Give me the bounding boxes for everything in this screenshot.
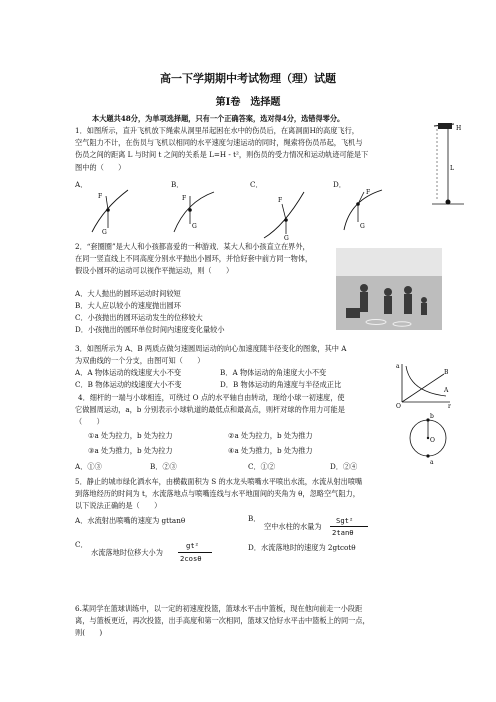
q3-option-a: A．A 物体运动的线速度大小不变	[75, 368, 182, 377]
q6-line: 则( )	[75, 628, 103, 637]
q1-line: 图中的（ ）	[75, 163, 126, 172]
q6-line: 离，与篮板更近，再次投篮，出手高度和第一次相同，篮球又恰好水平击中篮板上的同一点，	[75, 616, 370, 625]
q5-line: 5．静止的城市绿化洒水车，由横截面积为 S 的水龙头喷嘴水平喷出水流，水流从射出喷嘴	[75, 477, 363, 486]
q5-option-c-denominator: 2cosθ	[180, 554, 202, 563]
q4-case-3: ③a 处为推力，b 处为拉力	[88, 446, 173, 455]
q3-line: 为双曲线的一个分支，由图可知（ ）	[75, 356, 205, 365]
q6-line: 6.某同学在篮球训练中，以一定的初速度投篮，篮球水平击中篮板，现在他向前走一小段距	[75, 604, 363, 613]
q2-option-b: B．大人应以较小的速度抛出圆环	[75, 301, 181, 310]
graph-label-r: r	[448, 403, 451, 410]
q4-case-4: ④a 处为推力，b 处为推力	[228, 446, 313, 455]
q5-line: 以下说法正确的是（ ）	[75, 501, 162, 510]
q1-line: 空气阻力不计，在伤员与飞机以相同的水平速度匀速运动的同时，绳索将伤员吊起，飞机与	[75, 138, 363, 147]
q5-option-b-text: 空中水柱的水量为	[264, 522, 322, 531]
q5-option-c-label: C．	[75, 540, 88, 549]
q2-option-c: C．小孩抛出的圆环运动发生的位移较大	[75, 313, 203, 322]
fig-label-g: G	[360, 223, 365, 230]
q5-line: 到落地经历的时间为 t，水流落地点与喷嘴连线与水平地面间的夹角为 θ，忽略空气阻力，	[75, 489, 360, 498]
q3-option-c: C．B 物体运动的线速度大小不变	[75, 380, 182, 389]
q2-line: 在同一竖直线上不同高度分别水平抛出小圆环，并恰好套中前方同一物体，	[75, 254, 313, 263]
fig-label-o: O	[430, 437, 435, 444]
fig-label-g: G	[192, 223, 197, 230]
fig-label-l: L	[450, 165, 454, 172]
q5-option-b-denominator: 2tanθ	[332, 528, 354, 537]
q2-line: 2．“套圈圈”是大人和小孩都喜爱的一种游戏．某大人和小孩直立在界外，	[75, 242, 310, 251]
q5-option-c-text: 水流落地时位移大小为	[91, 548, 163, 557]
q1-option-c: C．	[250, 180, 263, 189]
q1-option-b: B．	[171, 180, 184, 189]
q4-case-1: ①a 处为拉力，b 处为拉力	[88, 431, 173, 440]
graph-label-B: B	[444, 369, 449, 376]
q1-option-c-figure	[258, 188, 308, 240]
fig-label-f: F	[98, 193, 103, 200]
q1-option-d: D．	[333, 180, 346, 189]
fig-label-f: F	[278, 197, 283, 204]
graph-label-O: O	[396, 403, 401, 410]
q5-option-b-label: B．	[248, 514, 261, 523]
fig-label-f: F	[366, 189, 371, 196]
q4-option-d: D．②④	[330, 462, 358, 471]
q4-line: 它做圆周运动，a，b 分别表示小球轨道的最低点和最高点，则杆对球的作用力可能是	[75, 405, 345, 414]
q1-option-b-figure	[168, 188, 218, 234]
section-heading: 第Ⅰ卷 选择题	[215, 97, 281, 108]
fig-label-a: a	[430, 459, 434, 466]
q3-option-b: B．A 物体运动的角速度大小不变	[220, 368, 327, 377]
q1-option-a-figure	[84, 188, 134, 234]
q5-option-c-numerator: gt²	[186, 541, 199, 550]
rod-circle-figure	[408, 402, 448, 472]
helicopter-figure	[428, 120, 468, 210]
fig-label-h: H	[456, 125, 462, 132]
fraction-bar	[178, 552, 212, 553]
graph-label-A: A	[444, 387, 449, 394]
fig-label-g: G	[284, 235, 289, 242]
q1-option-a: A．	[75, 180, 88, 189]
q2-line: 假设小圆环的运动可以视作平抛运动，则（ ）	[75, 266, 234, 275]
page-title: 高一下学期期中考试物理（理）试题	[160, 72, 336, 85]
q5-option-b-numerator: Sgt²	[336, 516, 354, 525]
fraction-bar	[330, 526, 368, 527]
q4-option-b: B．②③	[150, 462, 177, 471]
q3-option-d: D．B 物体运动的角速度与半径成正比	[220, 380, 342, 389]
graph-label-a: a	[396, 363, 400, 370]
ring-toss-photo	[336, 248, 442, 330]
fig-label-g: G	[102, 229, 107, 236]
q4-line: （ ）	[75, 417, 104, 426]
q4-option-a: A．①③	[75, 462, 102, 471]
q5-option-d: D．水流落地时的速度为 2gtcotθ	[248, 543, 356, 552]
q1-line: 1．如图所示，直升飞机放下绳索从洞里吊起困在水中的伤员后，在离洞面H的高度飞行，	[75, 126, 359, 135]
q3-line: 3．如图所示为 A、B 两质点做匀速圆周运动的向心加速度随半径变化的图象，其中 A	[75, 344, 347, 353]
q2-option-a: A．大人抛出的圆环运动时间较短	[75, 289, 181, 298]
q4-option-c: C．①②	[248, 462, 276, 471]
q2-option-d: D．小孩抛出的圆环单位时间内速度变化量较小	[75, 325, 225, 334]
q1-option-d-figure	[338, 186, 388, 232]
instructions: 本大题共48分，为单项选择题，只有一个正确答案，选对得4分，选错得零分。	[92, 114, 345, 123]
q4-line: 4．细杆的一端与小球相连，可绕过 O 点的水平轴自由转动，现给小球一初速度，使	[78, 393, 345, 402]
q1-line: 伤员之间的距离 L 与时间 t 之间的关系是 L=H - t²，则伤员的受力情况和运动轨迹可能是下	[75, 150, 369, 159]
fig-label-f: F	[182, 195, 187, 202]
q5-option-a: A．水流射出喷嘴的速度为 gttanθ	[75, 516, 186, 525]
q4-case-2: ②a 处为拉力，b 处为推力	[228, 431, 313, 440]
fig-label-b: b	[430, 413, 434, 420]
